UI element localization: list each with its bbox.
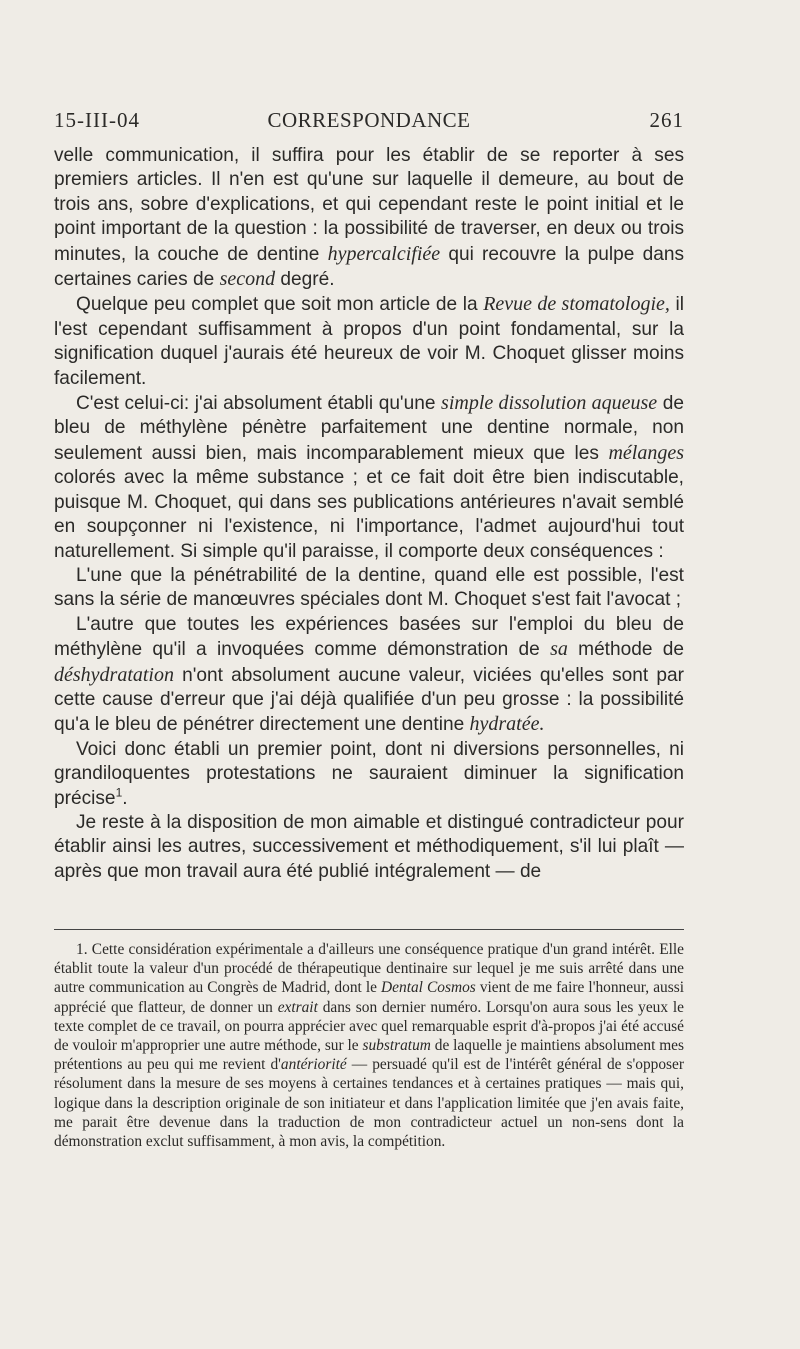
paragraph-5: L'autre que toutes les expériences basées sur l'emploi du bleu de méthylène qu'il a invoquées comme démonstration de sa méthode de déshydratation n'ont absolument aucune valeur, viciées qu'elles sont par cette cause d'erreur que j'ai déjà qualifiée d'un peu grosse : la possibilité qu'a le bleu de pénétrer directement une dentine hydratée. <box>54 613 685 736</box>
paragraph-2: Quelque peu complet que soit mon article de la Revue de stomatologie, il l'est cependant suffisamment à propos d'un point fondamental, sur la signification duquel j'aurais été heureux de voir M. Choquet glisser moins facilement. <box>54 293 684 389</box>
paragraph-6: Voici donc établi un premier point, dont ni diversions personnelles, ni grandiloquentes protestations ne sauraient diminuer la signification précise$^1$. <box>54 738 684 809</box>
page-number: 261 <box>649 108 684 132</box>
footnote-marker: 1 <box>115 785 123 800</box>
header-title: CORRESPONDANCE <box>267 108 471 132</box>
paragraph-7: Je reste à la disposition de mon aimable et distingué contradicteur pour établir ainsi les autres, successivement et méthodiquement, s'il lui plaît — après que mon travail aura été publié intégralement — de <box>54 811 684 882</box>
footnote: 1. Cette considération expérimentale a d'ailleurs une conséquence pratique d'un grand intérêt. Elle établit toute la valeur d'un procédé de thérapeutique dentinaire sur lequel je me suis arrêté dans une autre communication au Congrès de Madrid, dont le Dental Cosmos vient de me faire l'honneur, aussi apprécié que flatteur, de donner un extrait dans son dernier numéro. Lorsqu'on aura sous les yeux le texte complet de ce travail, on pourra apprécier avec quel remarquable esprit d'à-propos j'ai été accusé de vouloir m'approprier une autre méthode, sur le substratum de laquelle je maintiens absolument mes prétentions au peu qui me revient d'antériorité — persuadé qu'il est de l'intérêt général de s'opposer résolument dans la mesure de ses moyens à certaines tendances et à certaines pratiques — mais qui, logique dans la description originale de son initiateur et dans l'application limitée que j'en avais faite, me parait être devenue dans la traduction de mon contradicteur actuel un non-sens dont la démonstration exclut suffisamment, à mon avis, la compétition. <box>54 941 685 1151</box>
paragraph-3: C'est celui-ci: j'ai absolument établi qu'une simple dissolution aqueuse de bleu de méthylène pénètre parfaitement une dentine normale, non seulement aussi bien, mais incomparablement mieux que les mélanges colorés avec la même substance ; et ce fait doit être bien indiscutable, puisque M. Choquet, qui dans ses publications antérieures n'avait semblé en soupçonner ni l'existence, ni l'importance, l'admet aujourd'hui tout naturellement. Si simple qu'il paraisse, il comporte deux conséquences : <box>54 392 685 562</box>
running-header <box>54 108 684 136</box>
paragraph-4: L'une que la pénétrabilité de la dentine, quand elle est possible, l'est sans la série de manœuvres spéciales dont M. Choquet s'est fait l'avocat ; <box>54 564 684 611</box>
header-date: 15-III-04 <box>54 108 140 132</box>
body-text <box>54 144 684 884</box>
footnote-divider <box>54 929 684 930</box>
paragraph-1: velle communication, il suffira pour les établir de se reporter à ses premiers articles. Il n'en est qu'une sur laquelle il demeure, au bout de trois ans, sobre d'explications, et qui cependant reste le point initial et le point important de la question : la possibilité de traverser, en deux ou trois minutes, la couche de dentine hypercalcifiée qui recouvre la pulpe dans certaines caries de second degré. <box>54 145 684 291</box>
